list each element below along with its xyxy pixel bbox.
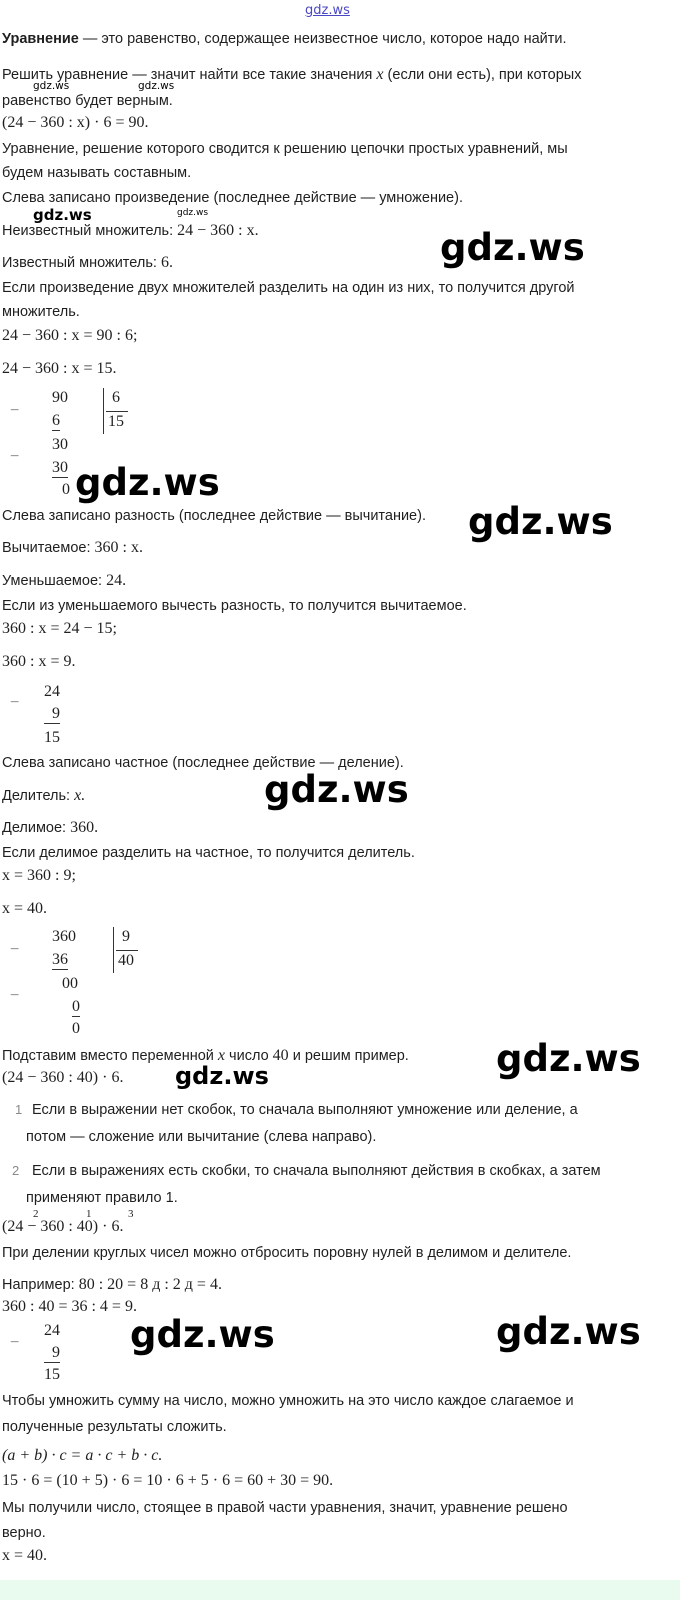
formula: (a + b) · c = a · c + b · c. <box>2 1447 163 1464</box>
watermark-big: gdz.ws <box>496 1310 641 1353</box>
divisor: 9 <box>122 928 130 945</box>
definition-text: — это равенство, содержащее неизвестное число, которое надо найти. <box>78 31 567 47</box>
rule-text: Если в выражениях есть скобки, то сначала выполняют действия в скобках, а затем <box>32 1163 601 1179</box>
step3-left: Слева записано частное (последнее действие — деление). <box>2 755 404 771</box>
division-line <box>106 411 128 412</box>
label: Неизвестный множитель: <box>2 223 178 239</box>
step2-subtrahend <box>2 539 143 557</box>
definition <box>2 30 567 48</box>
watermark-big: gdz.ws <box>130 1313 275 1356</box>
equation: (24 − 360 : x) · 6 = 90. <box>2 114 149 131</box>
check-expression: (24 − 360 : 40) · 6. <box>2 1069 124 1086</box>
solve-definition-cont: равенство будет верным. <box>2 93 173 109</box>
text: Решить уравнение — значит найти все такие значения <box>2 67 377 83</box>
column-minuend: 24 <box>44 683 60 700</box>
check-intro <box>2 1047 409 1065</box>
remainder: 0 <box>72 1020 80 1037</box>
dividend: 360 <box>52 928 76 945</box>
watermark-big: gdz.ws <box>75 461 220 504</box>
solve-definition <box>2 66 581 84</box>
watermark-big: gdz.ws <box>496 1037 641 1080</box>
minus-sign: − <box>10 941 20 958</box>
column-subtrahend: 9 <box>44 1344 60 1363</box>
label: Известный множитель: <box>2 255 161 271</box>
rule-number: 2 <box>12 1163 20 1178</box>
value: 24. <box>106 572 127 589</box>
text: число <box>225 1048 273 1064</box>
value: 360 : x. <box>94 539 143 556</box>
order-mark: 3 <box>128 1208 134 1220</box>
watermark-small: gdz.ws <box>177 208 209 218</box>
round-rule: При делении круглых чисел можно отбросить поровну нулей в делимом и делителе. <box>2 1245 572 1261</box>
label: Например: <box>2 1277 79 1293</box>
minus-sign: − <box>10 694 20 711</box>
distributive-rule: полученные результаты сложить. <box>2 1419 227 1435</box>
watermark-small: gdz.ws <box>138 80 175 92</box>
rule-number: 1 <box>15 1102 23 1117</box>
column-result: 15 <box>44 1366 60 1383</box>
step2-minuend <box>2 572 126 590</box>
division-bar <box>103 388 104 434</box>
label: Делимое: <box>2 820 71 836</box>
order-mark: 1 <box>86 1208 92 1220</box>
watermark-big: gdz.ws <box>468 500 613 543</box>
calc: 360 : 40 = 36 : 4 = 9. <box>2 1298 137 1315</box>
subtrahend: 0 <box>72 998 80 1015</box>
number: 40 <box>272 1047 289 1064</box>
term: Уравнение <box>2 31 79 47</box>
minus-sign: − <box>10 987 20 1004</box>
distributive-rule: Чтобы умножить сумму на число, можно умножить на это число каждое слагаемое и <box>2 1393 574 1409</box>
variable: x <box>217 1047 226 1064</box>
minus-sign: − <box>10 402 20 419</box>
dividend: 90 <box>52 389 68 406</box>
step1-eq: 24 − 360 : x = 15. <box>2 360 117 377</box>
label: Уменьшаемое: <box>2 573 107 589</box>
step3-rule: Если делимое разделить на частное, то получится делитель. <box>2 845 415 861</box>
minus-sign: − <box>10 1334 20 1351</box>
conclusion: верно. <box>2 1525 46 1541</box>
quotient: 40 <box>118 952 134 969</box>
subtrahend: 36 <box>52 951 68 968</box>
step1-rule: множитель. <box>2 304 80 320</box>
conclusion: Мы получили число, стоящее в правой части уравнения, значит, уравнение решено <box>2 1500 568 1516</box>
column-subtrahend: 9 <box>44 705 60 724</box>
calc: 15 · 6 = (10 + 5) · 6 = 10 · 6 + 5 · 6 = 60 + 30 = 90. <box>2 1472 334 1489</box>
value: 6. <box>160 254 173 271</box>
text: и решим пример. <box>288 1048 409 1064</box>
text: Подставим вместо переменной <box>2 1048 218 1064</box>
order-mark: 2 <box>33 1208 39 1220</box>
division-line <box>116 950 138 951</box>
step3-eq: x = 360 : 9; <box>2 867 76 884</box>
composite-text: Уравнение, решение которого сводится к решению цепочки простых уравнений, мы <box>2 141 568 157</box>
rule-text: Если в выражении нет скобок, то сначала выполняют умножение или деление, а <box>32 1102 578 1118</box>
step2-eq: 360 : x = 9. <box>2 653 76 670</box>
remainder: 30 <box>52 436 68 453</box>
division-bar <box>113 927 114 973</box>
answer: x = 40. <box>2 1547 48 1564</box>
label: Делитель: <box>2 788 75 804</box>
step2-eq: 360 : x = 24 − 15; <box>2 620 117 637</box>
minus-sign: − <box>10 448 20 465</box>
rule-text: применяют правило 1. <box>26 1190 178 1206</box>
step1-rule: Если произведение двух множителей разделить на один из них, то получится другой <box>2 280 575 296</box>
remainder: 00 <box>62 975 78 992</box>
step2-rule: Если из уменьшаемого вычесть разность, то получится вычитаемое. <box>2 598 467 614</box>
variable: x <box>376 66 384 83</box>
text: (если они есть), при которых <box>383 67 582 83</box>
column-minuend: 24 <box>44 1322 60 1339</box>
value: 360. <box>70 819 99 836</box>
step1-unknown <box>2 222 259 240</box>
watermark-big: gdz.ws <box>440 226 585 269</box>
step1-left: Слева записано произведение (последнее действие — умножение). <box>2 190 463 206</box>
example-expression: 80 : 20 = 8 д : 2 д = 4. <box>78 1276 222 1293</box>
divisor: 6 <box>112 389 120 406</box>
step3-divisor <box>2 787 85 805</box>
watermark-top-link[interactable]: gdz.ws <box>305 3 350 18</box>
subtrahend: 6 <box>52 412 60 429</box>
value: 24 − 360 : x. <box>177 222 259 239</box>
answer-highlight <box>0 1580 680 1600</box>
remainder: 0 <box>62 481 70 498</box>
step1-known <box>2 254 173 272</box>
column-result: 15 <box>44 729 60 746</box>
watermark-mid: gdz.ws <box>33 206 92 224</box>
label: Вычитаемое: <box>2 540 95 556</box>
order-expression: (24 − 360 : 40) · 6. <box>2 1218 124 1235</box>
step1-eq: 24 − 360 : x = 90 : 6; <box>2 327 138 344</box>
step2-left: Слева записано разность (последнее действие — вычитание). <box>2 508 426 524</box>
quotient: 15 <box>108 413 124 430</box>
watermark-big: gdz.ws <box>264 768 409 811</box>
step3-eq: x = 40. <box>2 900 48 917</box>
watermark-small: gdz.ws <box>33 80 70 92</box>
rule-text: потом — сложение или вычитание (слева направо). <box>26 1129 377 1145</box>
value: x. <box>74 787 86 804</box>
watermark-mid: gdz.ws <box>175 1062 269 1090</box>
step3-dividend <box>2 819 98 837</box>
composite-text: будем называть составным. <box>2 165 192 181</box>
subtrahend: 30 <box>52 459 68 476</box>
example <box>2 1276 222 1294</box>
